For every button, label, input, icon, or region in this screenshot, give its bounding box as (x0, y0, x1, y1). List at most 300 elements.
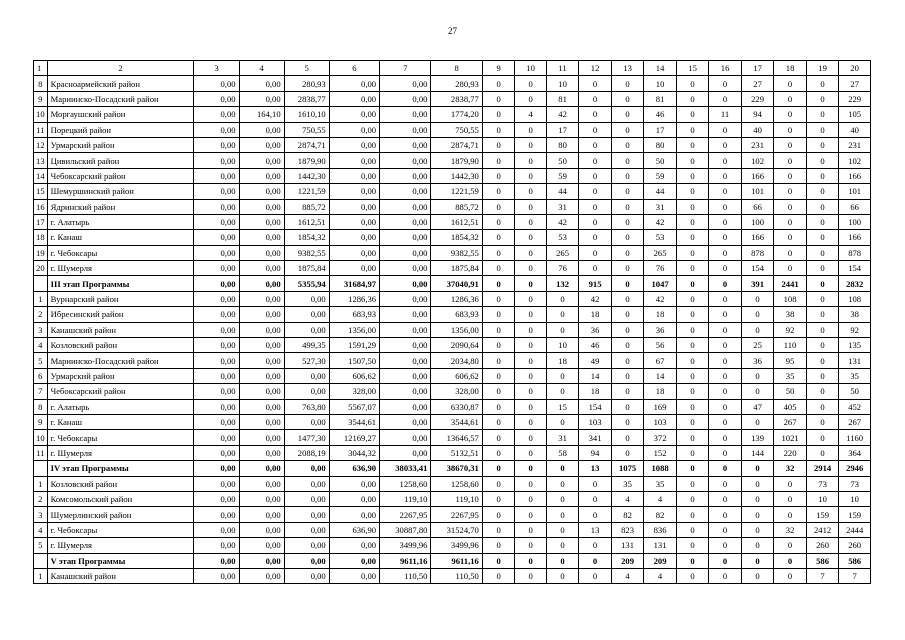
territory-name-cell: Вурнарский район (47, 291, 194, 306)
value-cell: 0,00 (194, 291, 239, 306)
value-cell: 0 (806, 430, 839, 445)
value-cell: 0 (741, 384, 774, 399)
value-cell: 0,00 (239, 338, 284, 353)
value-cell: 0 (515, 214, 546, 229)
value-cell: 0 (709, 430, 742, 445)
value-cell: 0,00 (284, 538, 329, 553)
column-number-cell: 11 (546, 61, 579, 76)
value-cell: 2874,71 (431, 137, 482, 152)
value-cell: 0,00 (380, 368, 431, 383)
value-cell: 0,00 (194, 553, 239, 568)
value-cell: 1356,00 (431, 322, 482, 337)
stage-total-row (34, 276, 871, 291)
value-cell: 95 (774, 353, 807, 368)
value-cell: 0 (482, 107, 515, 122)
value-cell: 0,00 (239, 538, 284, 553)
value-cell: 0 (611, 276, 644, 291)
value-cell: 4 (644, 491, 677, 506)
value-cell: 4 (644, 568, 677, 583)
value-cell: 586 (839, 553, 871, 568)
value-cell: 0 (515, 184, 546, 199)
value-cell: 76 (546, 261, 579, 276)
value-cell: 135 (839, 338, 871, 353)
value-cell: 66 (741, 199, 774, 214)
value-cell: 92 (774, 322, 807, 337)
table-row (34, 230, 871, 245)
value-cell: 0 (709, 168, 742, 183)
value-cell: 13 (579, 461, 612, 476)
table-body (34, 61, 871, 584)
value-cell: 0 (774, 107, 807, 122)
value-cell: 0,00 (239, 291, 284, 306)
table-row (34, 399, 871, 414)
value-cell: 169 (644, 399, 677, 414)
value-cell: 0 (741, 368, 774, 383)
value-cell: 0 (482, 430, 515, 445)
value-cell: 0 (774, 137, 807, 152)
value-cell: 1774,20 (431, 107, 482, 122)
value-cell: 108 (839, 291, 871, 306)
value-cell: 0 (676, 399, 709, 414)
value-cell: 0 (774, 122, 807, 137)
value-cell: 139 (741, 430, 774, 445)
value-cell: 1258,60 (431, 476, 482, 491)
value-cell: 1286,36 (431, 291, 482, 306)
value-cell: 0,00 (284, 568, 329, 583)
value-cell: 0,00 (329, 261, 379, 276)
value-cell: 0 (676, 522, 709, 537)
value-cell: 0,00 (194, 384, 239, 399)
value-cell: 0 (611, 153, 644, 168)
table-row (34, 476, 871, 491)
value-cell: 1879,90 (431, 153, 482, 168)
value-cell: 0 (806, 291, 839, 306)
value-cell: 763,80 (284, 399, 329, 414)
value-cell: 0 (741, 507, 774, 522)
value-cell: 405 (774, 399, 807, 414)
column-number-cell: 20 (839, 61, 871, 76)
value-cell: 0 (709, 322, 742, 337)
row-number-cell: 4 (34, 338, 48, 353)
value-cell: 0 (515, 291, 546, 306)
value-cell: 0,00 (329, 538, 379, 553)
value-cell: 1477,30 (284, 430, 329, 445)
value-cell: 31524,70 (431, 522, 482, 537)
value-cell: 17 (644, 122, 677, 137)
value-cell: 0 (676, 122, 709, 137)
value-cell: 0,00 (194, 522, 239, 537)
value-cell: 636,90 (329, 522, 379, 537)
value-cell: 0,00 (194, 261, 239, 276)
value-cell: 6330,87 (431, 399, 482, 414)
value-cell: 31 (546, 199, 579, 214)
table-row (34, 538, 871, 553)
value-cell: 0 (546, 476, 579, 491)
value-cell: 0 (806, 199, 839, 214)
value-cell: 0 (709, 353, 742, 368)
value-cell: 0,00 (284, 522, 329, 537)
table-row (34, 122, 871, 137)
value-cell: 0,00 (194, 445, 239, 460)
value-cell: 0 (806, 107, 839, 122)
value-cell: 10 (806, 491, 839, 506)
value-cell: 35 (839, 368, 871, 383)
value-cell: 878 (839, 245, 871, 260)
value-cell: 0 (579, 91, 612, 106)
value-cell: 0 (709, 291, 742, 306)
value-cell: 0 (676, 291, 709, 306)
value-cell: 0 (515, 568, 546, 583)
value-cell: 364 (839, 445, 871, 460)
value-cell: 1021 (774, 430, 807, 445)
territory-name-cell: Ядринский район (47, 199, 194, 214)
table-row (34, 491, 871, 506)
value-cell: 100 (839, 214, 871, 229)
value-cell: 103 (579, 414, 612, 429)
value-cell: 0,00 (239, 184, 284, 199)
table-row (34, 522, 871, 537)
value-cell: 0 (515, 399, 546, 414)
value-cell: 0,00 (380, 399, 431, 414)
value-cell: 0,00 (239, 137, 284, 152)
value-cell: 50 (839, 384, 871, 399)
value-cell: 0,00 (380, 168, 431, 183)
table-row (34, 76, 871, 91)
value-cell: 0 (709, 153, 742, 168)
value-cell: 80 (644, 137, 677, 152)
value-cell: 0,00 (194, 214, 239, 229)
row-number-cell: 9 (34, 414, 48, 429)
value-cell: 328,00 (329, 384, 379, 399)
value-cell: 2914 (806, 461, 839, 476)
territory-name-cell: г. Чебоксары (47, 430, 194, 445)
territory-name-cell: Чебоксарский район (47, 168, 194, 183)
row-number-cell: 5 (34, 538, 48, 553)
value-cell: 0,00 (284, 384, 329, 399)
table-row (34, 430, 871, 445)
value-cell: 0 (676, 461, 709, 476)
value-cell: 0,00 (380, 276, 431, 291)
value-cell: 9611,16 (431, 553, 482, 568)
value-cell: 0 (611, 245, 644, 260)
table-row (34, 445, 871, 460)
value-cell: 0,00 (284, 461, 329, 476)
table-row (34, 322, 871, 337)
value-cell: 0 (806, 445, 839, 460)
value-cell: 94 (579, 445, 612, 460)
value-cell: 2034,80 (431, 353, 482, 368)
value-cell: 0,00 (194, 476, 239, 491)
value-cell: 0 (515, 261, 546, 276)
value-cell: 0,00 (380, 214, 431, 229)
value-cell: 38670,31 (431, 461, 482, 476)
territory-name-cell: Шемуршинский район (47, 184, 194, 199)
value-cell: 0 (579, 168, 612, 183)
value-cell: 0 (515, 230, 546, 245)
value-cell: 0,00 (329, 230, 379, 245)
value-cell: 0 (579, 476, 612, 491)
value-cell: 0,00 (239, 230, 284, 245)
value-cell: 0 (482, 307, 515, 322)
row-number-cell (34, 276, 48, 291)
value-cell: 1258,60 (380, 476, 431, 491)
value-cell: 0 (546, 491, 579, 506)
value-cell: 0 (482, 261, 515, 276)
value-cell: 0,00 (194, 184, 239, 199)
value-cell: 110,50 (431, 568, 482, 583)
value-cell: 0,00 (380, 338, 431, 353)
value-cell: 0,00 (194, 137, 239, 152)
value-cell: 154 (579, 399, 612, 414)
value-cell: 0,00 (329, 153, 379, 168)
value-cell: 0 (611, 430, 644, 445)
column-number-cell: 16 (709, 61, 742, 76)
value-cell: 0,00 (194, 322, 239, 337)
column-number-cell: 12 (579, 61, 612, 76)
value-cell: 0 (806, 276, 839, 291)
value-cell: 220 (774, 445, 807, 460)
value-cell: 452 (839, 399, 871, 414)
value-cell: 0,00 (380, 107, 431, 122)
value-cell: 0,00 (239, 430, 284, 445)
value-cell: 42 (644, 291, 677, 306)
value-cell: 0 (741, 538, 774, 553)
value-cell: 0 (482, 507, 515, 522)
value-cell: 2874,71 (284, 137, 329, 152)
value-cell: 750,55 (431, 122, 482, 137)
table-row (34, 338, 871, 353)
value-cell: 0 (515, 199, 546, 214)
territory-name-cell: г. Канаш (47, 230, 194, 245)
value-cell: 1442,30 (284, 168, 329, 183)
value-cell: 0 (482, 91, 515, 106)
value-cell: 5132,51 (431, 445, 482, 460)
value-cell: 0 (709, 199, 742, 214)
value-cell: 0,00 (284, 307, 329, 322)
row-number-cell: 7 (34, 384, 48, 399)
value-cell: 0 (709, 507, 742, 522)
value-cell: 0,00 (329, 199, 379, 214)
value-cell: 0 (774, 153, 807, 168)
value-cell: 152 (644, 445, 677, 460)
value-cell: 166 (741, 230, 774, 245)
value-cell: 0 (741, 461, 774, 476)
territory-name-cell: Чебоксарский район (47, 384, 194, 399)
value-cell: 0 (741, 322, 774, 337)
value-cell: 0 (676, 491, 709, 506)
value-cell: 166 (741, 168, 774, 183)
value-cell: 0 (546, 322, 579, 337)
value-cell: 0 (515, 538, 546, 553)
value-cell: 372 (644, 430, 677, 445)
value-cell: 0,00 (239, 353, 284, 368)
value-cell: 0,00 (194, 538, 239, 553)
value-cell: 0,00 (239, 214, 284, 229)
value-cell: 2832 (839, 276, 871, 291)
value-cell: 53 (644, 230, 677, 245)
value-cell: 0 (709, 522, 742, 537)
value-cell: 0 (482, 276, 515, 291)
value-cell: 0 (611, 353, 644, 368)
value-cell: 31684,97 (329, 276, 379, 291)
value-cell: 11 (709, 107, 742, 122)
value-cell: 0 (741, 568, 774, 583)
territory-name-cell: Урмарский район (47, 368, 194, 383)
value-cell: 0,00 (239, 91, 284, 106)
value-cell: 0,00 (194, 153, 239, 168)
value-cell: 0,00 (194, 107, 239, 122)
territory-name-cell: Моргаушский район (47, 107, 194, 122)
value-cell: 92 (839, 322, 871, 337)
value-cell: 280,93 (284, 76, 329, 91)
value-cell: 0 (546, 538, 579, 553)
value-cell: 0,00 (380, 153, 431, 168)
value-cell: 0 (774, 553, 807, 568)
territory-name-cell: г. Алатырь (47, 214, 194, 229)
value-cell: 0 (579, 507, 612, 522)
value-cell: 73 (806, 476, 839, 491)
value-cell: 1442,30 (431, 168, 482, 183)
value-cell: 9382,55 (431, 245, 482, 260)
value-cell: 0 (515, 122, 546, 137)
value-cell: 0,00 (239, 245, 284, 260)
value-cell: 4 (515, 107, 546, 122)
table-row (34, 214, 871, 229)
value-cell: 915 (579, 276, 612, 291)
value-cell: 0,00 (194, 353, 239, 368)
column-number-cell: 7 (380, 61, 431, 76)
value-cell: 267 (839, 414, 871, 429)
value-cell: 102 (741, 153, 774, 168)
value-cell: 260 (806, 538, 839, 553)
value-cell: 14 (644, 368, 677, 383)
value-cell: 0 (579, 184, 612, 199)
value-cell: 0,00 (194, 168, 239, 183)
territory-name-cell: г. Шумерля (47, 538, 194, 553)
value-cell: 0,00 (239, 276, 284, 291)
value-cell: 2088,19 (284, 445, 329, 460)
row-number-cell: 9 (34, 91, 48, 106)
value-cell: 0,00 (329, 184, 379, 199)
value-cell: 0 (515, 522, 546, 537)
value-cell: 0 (774, 168, 807, 183)
row-number-cell: 12 (34, 137, 48, 152)
value-cell: 10 (546, 338, 579, 353)
value-cell: 0 (709, 307, 742, 322)
value-cell: 0 (676, 445, 709, 460)
value-cell: 0 (482, 230, 515, 245)
value-cell: 0 (611, 414, 644, 429)
value-cell: 42 (579, 291, 612, 306)
value-cell: 823 (611, 522, 644, 537)
value-cell: 0,00 (380, 230, 431, 245)
value-cell: 38 (774, 307, 807, 322)
value-cell: 0 (709, 261, 742, 276)
value-cell: 0,00 (239, 122, 284, 137)
value-cell: 0 (546, 307, 579, 322)
value-cell: 836 (644, 522, 677, 537)
value-cell: 0 (482, 353, 515, 368)
value-cell: 0 (806, 307, 839, 322)
value-cell: 0,00 (194, 230, 239, 245)
value-cell: 0 (709, 461, 742, 476)
value-cell: 0,00 (239, 476, 284, 491)
value-cell: 0 (611, 199, 644, 214)
column-number-cell: 8 (431, 61, 482, 76)
value-cell: 0 (546, 507, 579, 522)
value-cell: 35 (611, 476, 644, 491)
value-cell: 0,00 (284, 291, 329, 306)
table-row (34, 291, 871, 306)
value-cell: 0 (611, 184, 644, 199)
value-cell: 231 (839, 137, 871, 152)
value-cell: 0,00 (380, 430, 431, 445)
value-cell: 5567,07 (329, 399, 379, 414)
value-cell: 5355,94 (284, 276, 329, 291)
value-cell: 81 (546, 91, 579, 106)
value-cell: 0 (482, 76, 515, 91)
value-cell: 0 (515, 414, 546, 429)
value-cell: 119,10 (431, 491, 482, 506)
table-row (34, 168, 871, 183)
value-cell: 0 (676, 245, 709, 260)
value-cell: 0,00 (194, 245, 239, 260)
value-cell: 0,00 (194, 338, 239, 353)
column-number-cell: 1 (34, 61, 48, 76)
row-number-cell: 3 (34, 322, 48, 337)
stage-total-row (34, 553, 871, 568)
value-cell: 1854,32 (284, 230, 329, 245)
value-cell: 67 (644, 353, 677, 368)
value-cell: 38 (839, 307, 871, 322)
value-cell: 18 (546, 353, 579, 368)
value-cell: 0,00 (239, 261, 284, 276)
table-row (34, 137, 871, 152)
column-number-cell: 10 (515, 61, 546, 76)
value-cell: 0 (482, 399, 515, 414)
value-cell: 1612,51 (284, 214, 329, 229)
value-cell: 0 (546, 568, 579, 583)
value-cell: 0 (611, 291, 644, 306)
value-cell: 1047 (644, 276, 677, 291)
value-cell: 58 (546, 445, 579, 460)
value-cell: 0 (482, 338, 515, 353)
table-row (34, 507, 871, 522)
value-cell: 1879,90 (284, 153, 329, 168)
value-cell: 0,00 (194, 199, 239, 214)
value-cell: 606,62 (329, 368, 379, 383)
value-cell: 103 (644, 414, 677, 429)
value-cell: 0 (709, 491, 742, 506)
value-cell: 0 (774, 568, 807, 583)
value-cell: 40 (741, 122, 774, 137)
value-cell: 0 (482, 476, 515, 491)
value-cell: 209 (611, 553, 644, 568)
value-cell: 0,00 (329, 507, 379, 522)
value-cell: 2946 (839, 461, 871, 476)
value-cell: 0 (611, 214, 644, 229)
table-row (34, 153, 871, 168)
value-cell: 0 (676, 168, 709, 183)
value-cell: 0 (611, 307, 644, 322)
value-cell: 0,00 (380, 291, 431, 306)
value-cell: 59 (546, 168, 579, 183)
value-cell: 18 (644, 307, 677, 322)
value-cell: 0 (676, 276, 709, 291)
value-cell: 0,00 (380, 384, 431, 399)
value-cell: 10 (546, 76, 579, 91)
value-cell: 159 (839, 507, 871, 522)
